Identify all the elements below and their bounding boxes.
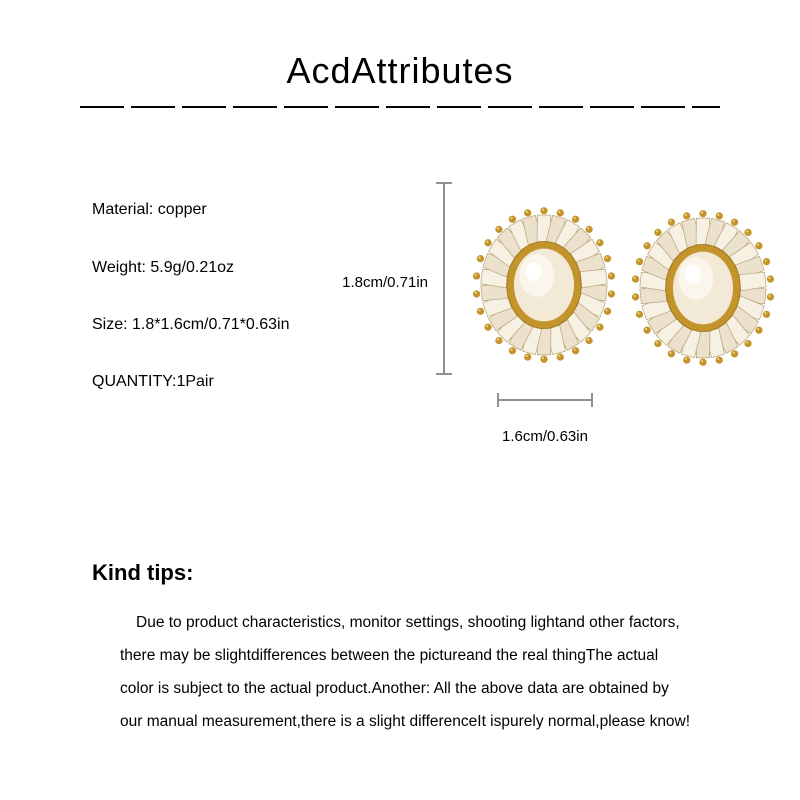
title-underline [80, 106, 720, 108]
earring-photo-left [465, 200, 623, 370]
attribute-quantity: QUANTITY:1Pair [92, 373, 214, 390]
kind-tips-paragraph [120, 606, 700, 738]
attribute-material: Material: copper [92, 201, 207, 218]
measure-cap-right [591, 393, 593, 407]
attribute-weight: Weight: 5.9g/0.21oz [92, 259, 235, 276]
kind-tips-heading: Kind tips: [92, 560, 194, 585]
tips-line: our manual measurement,there is a slight differenceIt ispurely normal,please know! [120, 713, 691, 730]
measure-stem [443, 182, 445, 375]
page-title: AcdAttributes [286, 50, 514, 91]
tips-line: there may be slightdifferences between the pictureand the real thingThe actual [120, 647, 659, 664]
width-measure-line [497, 393, 593, 407]
tips-line: Due to product characteristics, monitor settings, shooting lightand other factors, [136, 614, 680, 631]
earring-photo-right [624, 203, 782, 373]
measure-stem [497, 399, 593, 401]
tips-line: color is subject to the actual product.Another: All the above data are obtained by [120, 680, 669, 697]
measure-cap-bottom [436, 373, 452, 375]
height-measure-line [436, 182, 452, 375]
attribute-size: Size: 1.8*1.6cm/0.71*0.63in [92, 316, 290, 333]
height-measurement-label: 1.8cm/0.71in [342, 274, 428, 291]
width-measurement-label: 1.6cm/0.63in [502, 428, 588, 445]
